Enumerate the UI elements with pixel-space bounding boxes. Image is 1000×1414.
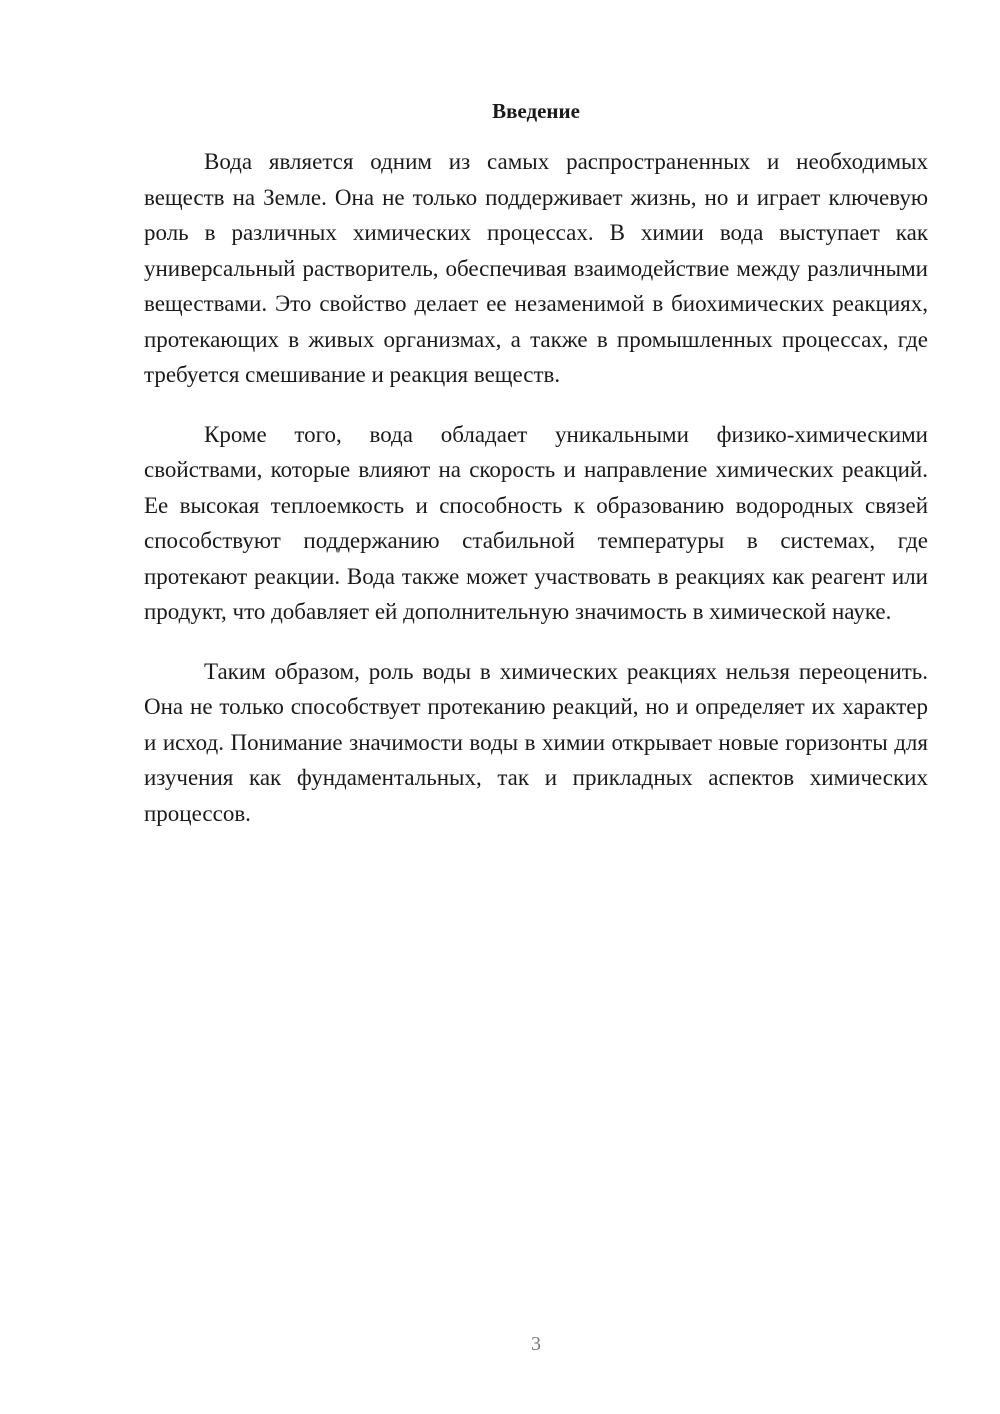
paragraph-2: Кроме того, вода обладает уникальными физико-химическими свойствами, которые влияют на скорость и направление химических реакций. Ее высокая теплоемкость и способность к образованию водородных связей способствуют поддержанию стабильной температуры в системах, где протекают реакции. Вода также может участвовать в реакциях как реагент или продукт, что добавляет ей дополнительную значимость в химической науке. xyxy=(144,421,928,624)
paragraph-1: Вода является одним из самых распространенных и необходимых веществ на Земле. Она не только поддерживает жизнь, но и играет ключевую роль в различных химических процессах. В химии вода выступает как универсальный растворитель, обеспечивая взаимодействие между различными веществами. Это свойство делает ее незаменимой в биохимических реакциях, протекающих в живых организмах, а также в промышленных процессах, где требуется смешивание и реакция веществ. xyxy=(144,149,928,387)
page-number: 3 xyxy=(531,1333,541,1355)
document-body xyxy=(144,96,928,855)
paragraph-3: Таким образом, роль воды в химических реакциях нельзя переоценить. Она не только способствует протеканию реакций, но и определяет их характер и исход. Понимание значимости воды в химии открывает новые горизонты для изучения как фундаментальных, так и прикладных аспектов химических процессов. xyxy=(144,658,928,826)
section-title: Введение xyxy=(492,99,580,123)
